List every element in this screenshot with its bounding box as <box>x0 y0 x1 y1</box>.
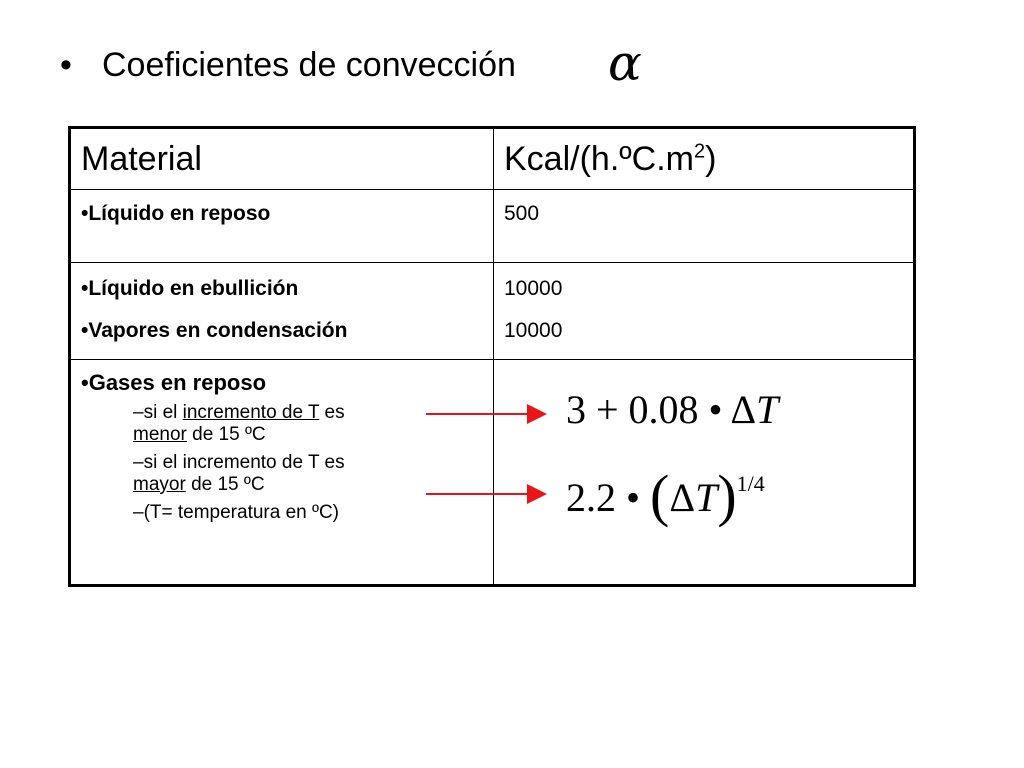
row2-value1: 10000 <box>504 277 563 300</box>
row2-value2: 10000 <box>504 319 563 342</box>
formula-large-dt: 2.2 • $(\Delta T)^{1/4}$ <box>566 463 765 528</box>
row2-item2: •Vapores en condensación <box>81 319 348 342</box>
row3-condition-1: –si el incremento de T es menor de 15 ºC <box>133 402 345 445</box>
row3-condition-2: –si el incremento de T es mayor de 15 ºC <box>133 452 345 495</box>
row1-material: •Líquido en reposo <box>70 190 494 263</box>
header-units: Kcal/$(h.ºC.m^2)$ <box>494 128 915 190</box>
alpha-symbol: α <box>608 34 642 92</box>
slide-title: Coeficientes de convección <box>102 46 516 84</box>
row3-gases: •Gases en reposo <box>81 370 267 395</box>
row3-note: –(T= temperatura en ºC) <box>133 502 339 523</box>
formula-small-dt: 3 + 0.08 • ΔT <box>566 387 779 432</box>
header-material: Material <box>70 128 494 190</box>
row1-value: 500 <box>494 190 915 263</box>
row2-item1: •Líquido en ebullición <box>81 277 299 300</box>
title-bullet: • <box>60 46 72 84</box>
